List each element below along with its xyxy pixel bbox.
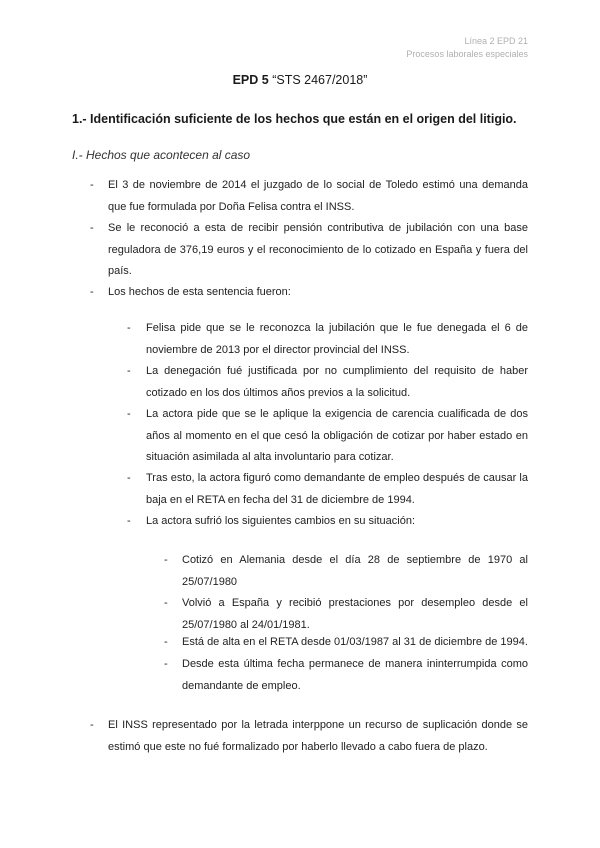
list-item: Cotizó en Alemania desde el día 28 de septiembre de 1970 al 25/07/1980 <box>182 554 528 588</box>
list-item: Tras esto, la actora figuró como demandante de empleo después de causar la baja en el RETA en fecha del 31 de diciembre de 1994. <box>146 472 528 506</box>
list-item: Está de alta en el RETA desde 01/03/1987 al 31 de diciembre de 1994. <box>182 636 528 648</box>
heading-2: I.- Hechos que acontecen al caso <box>72 148 251 162</box>
bullet-dash: - <box>90 719 94 731</box>
document-title <box>0 73 600 87</box>
list-item: Volvió a España y recibió prestaciones por desempleo desde el 25/07/1980 al 24/01/1981. <box>182 597 528 631</box>
list-item: La actora pide que se le aplique la exigencia de carencia cualificada de dos años al momento en el que cesó la obligación de cotizar por haber estado en situación asimilada al alta involuntario para cotizar. <box>146 408 528 463</box>
bullet-dash: - <box>164 636 168 648</box>
bullet-dash: - <box>164 554 168 566</box>
list-item: La actora sufrió los siguientes cambios en su situación: <box>146 515 416 527</box>
bullet-dash: - <box>90 222 94 234</box>
list-item: Desde esta última fecha permanece de manera ininterrumpida como demandante de empleo. <box>182 658 528 692</box>
bullet-dash: - <box>127 515 131 527</box>
heading-1: 1.- Identificación suficiente de los hechos que están en el origen del litigio. <box>72 112 517 126</box>
page-header <box>406 35 528 61</box>
bullet-dash: - <box>127 322 131 334</box>
bullet-dash: - <box>90 179 94 191</box>
list-item: El INSS representado por la letrada interppone un recurso de suplicación donde se estimó que este no fué formalizado por haberlo llevado a cabo fuera de plazo. <box>108 719 528 753</box>
list-item: Los hechos de esta sentencia fueron: <box>108 286 291 298</box>
bullet-dash: - <box>127 408 131 420</box>
bullet-dash: - <box>164 658 168 670</box>
list-item: La denegación fué justificada por no cumplimiento del requisito de haber cotizado en los dos últimos años previos a la solicitud. <box>146 365 528 399</box>
header-line-2: Procesos laborales especiales <box>406 49 528 59</box>
header-line-1: Línea 2 EPD 21 <box>464 36 528 46</box>
list-item: Felisa pide que se le reconozca la jubilación que le fue denegada el 6 de noviembre de 2013 por el director provincial del INSS. <box>146 322 528 356</box>
list-item: Se le reconoció a esta de recibir pensión contributiva de jubilación con una base reguladora de 376,19 euros y el reconocimiento de lo cotizado en España y fuera del país. <box>108 222 528 277</box>
title-rest: “STS 2467/2018” <box>268 73 368 87</box>
bullet-dash: - <box>127 472 131 484</box>
list-item: El 3 de noviembre de 2014 el juzgado de lo social de Toledo estimó una demanda que fue formulada por Doña Felisa contra el INSS. <box>108 179 528 213</box>
bullet-dash: - <box>164 597 168 609</box>
title-bold: EPD 5 <box>232 73 269 87</box>
bullet-dash: - <box>127 365 131 377</box>
bullet-dash: - <box>90 286 94 298</box>
